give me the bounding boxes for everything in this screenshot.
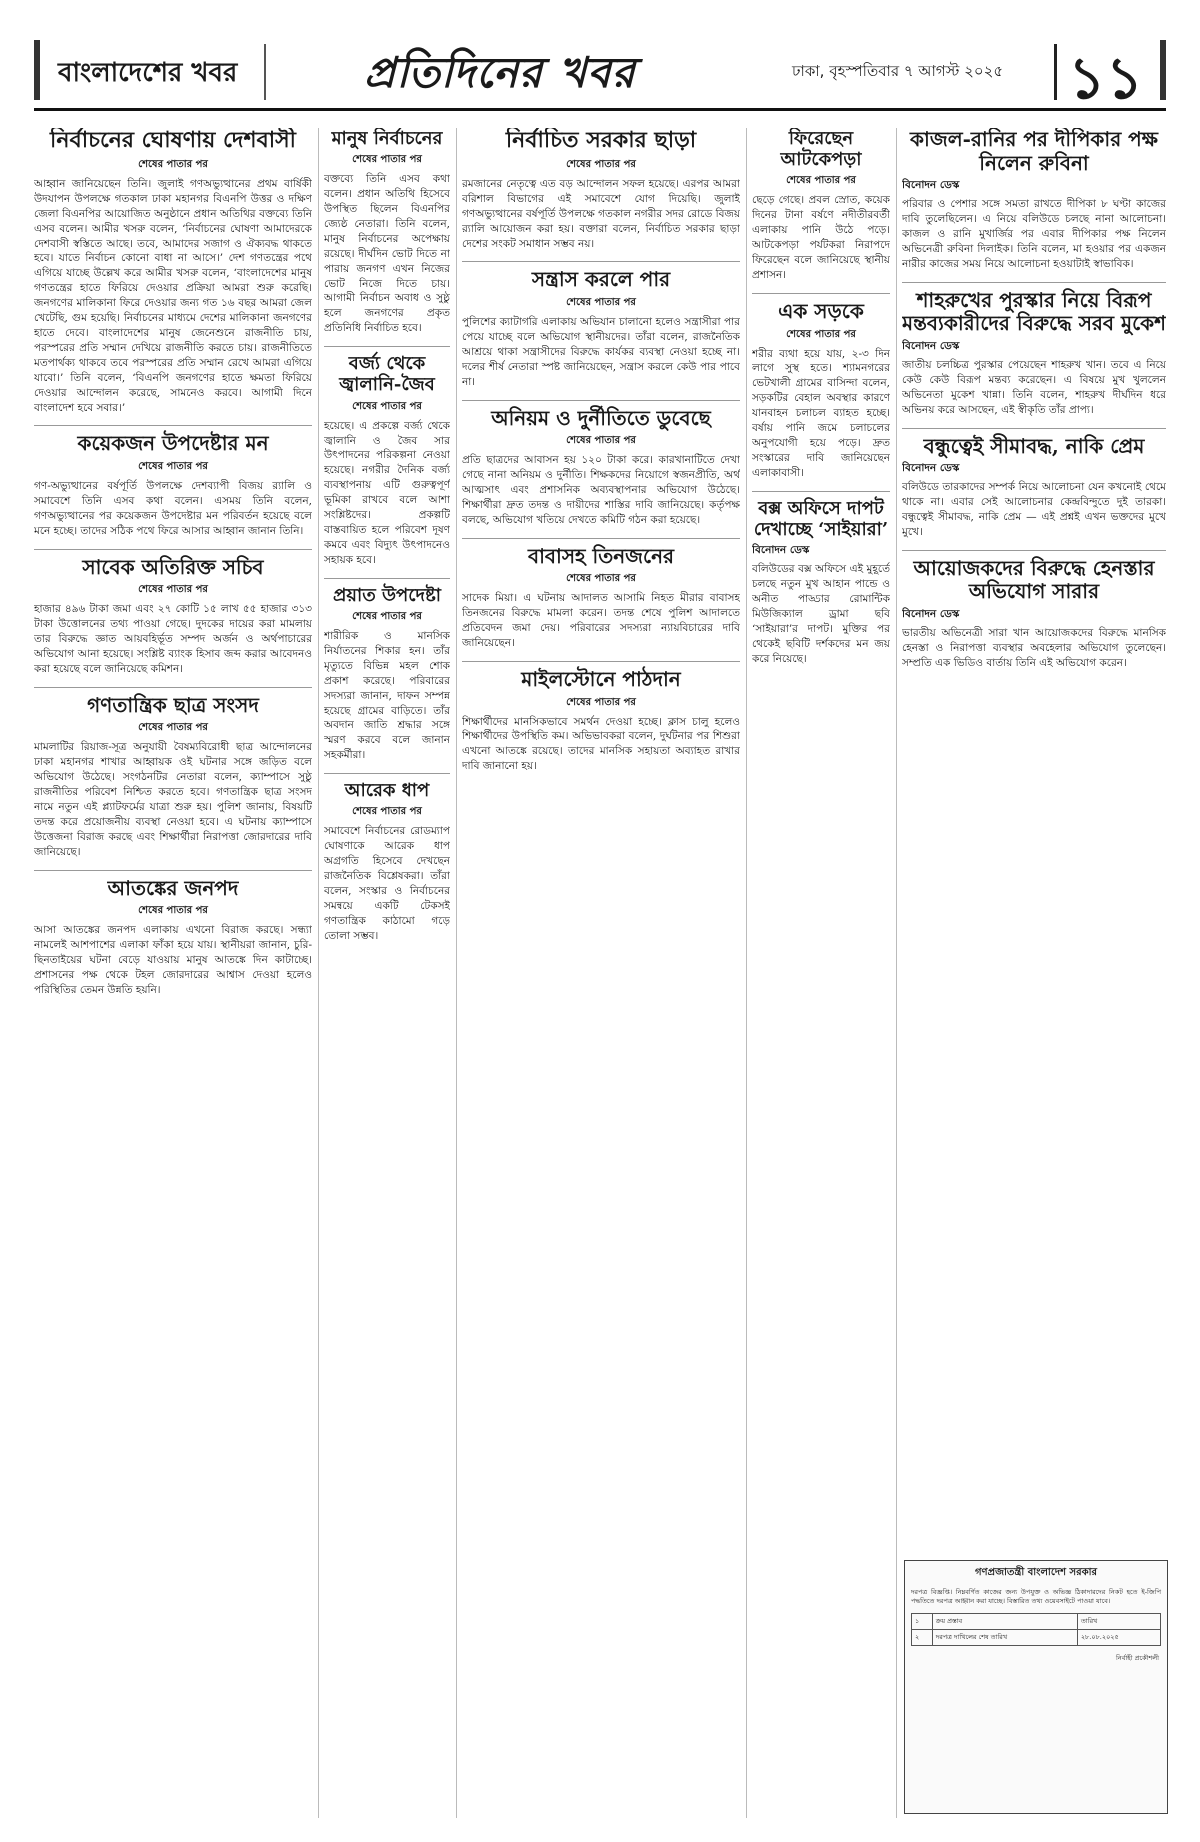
headline: কয়েকজন উপদেষ্টার মন	[77, 431, 269, 456]
headline: সাবেক অতিরিক্ত সচিব	[82, 554, 264, 579]
notice-title: গণপ্রজাতন্ত্রী বাংলাদেশ সরকার	[975, 1567, 1097, 1578]
continued-label: শেষের পাতার পর	[352, 400, 422, 412]
section-title: বাংলাদেশের খবর	[58, 58, 238, 88]
story-three-with-father	[462, 545, 740, 651]
headline: আয়োজকদের বিরুদ্ধে হেনস্তার অভিযোগ সারার	[913, 555, 1155, 604]
page-number: ১১	[1068, 44, 1144, 112]
dateline: বিনোদন ডেস্ক	[902, 339, 960, 352]
continued-label: শেষের পাতার পর	[138, 158, 208, 170]
notice-text: দরপত্র বিজ্ঞপ্তি। নিম্নবর্ণিত কাজের জন্য উপযুক্ত ও অভিজ্ঞ ঠিকাদারদের নিকট হতে ই-জিপি পদ্ধতিতে দরপত্র আহ্বান করা যাচ্ছে। বিস্তারিত তথ্য ওয়েবসাইটে পাওয়া যাবে।	[911, 1588, 1161, 1606]
masthead-left-bar	[34, 40, 40, 100]
column-divider	[746, 128, 747, 1818]
divider	[1054, 44, 1057, 100]
headline: নির্বাচিত সরকার ছাড়া	[505, 128, 697, 153]
story-body: শারীরিক ও মানসিক নির্যাতনের শিকার হন। তাঁর মৃত্যুতে বিভিন্ন মহল শোক প্রকাশ করেছে। পরিবারের সদস্যরা জানান, দাফন সম্পন্ন হয়েছে গ্রামের বাড়িতে। তাঁর অবদান জাতি শ্রদ্ধার সঙ্গে স্মরণ করবে বলে জানান সহকর্মীরা।	[324, 629, 450, 762]
story-one-road	[752, 300, 890, 481]
notice-table	[911, 1613, 1161, 1646]
story-body: ছেড়ে গেছে। প্রবল স্রোত, কয়েক দিনের টানা বর্ষণে নদীতীরবর্তী এলাকায় পানি উঠে পড়ে। আটকেপড়া পর্যটকরা নিরাপদে ফিরেছেন বলে জানিয়েছে স্থানীয় প্রশাসন।	[752, 194, 890, 281]
dateline: বিনোদন ডেস্ক	[902, 179, 960, 192]
continued-label: শেষের পাতার পর	[138, 584, 208, 596]
story-rubina	[902, 128, 1166, 272]
headline: ফিরেছেন আটকেপড়া	[780, 128, 862, 171]
headline: শাহরুখের পুরস্কার নিয়ে বিরূপ মন্তব্যকারীদের বিরুদ্ধে সরব মুকেশ	[902, 287, 1166, 336]
continued-label: শেষের পাতার পর	[138, 461, 208, 473]
headline: আতঙ্কের জনপদ	[107, 875, 239, 900]
headline: বন্ধুত্বেই সীমাবদ্ধ, নাকি প্রেম	[923, 433, 1145, 458]
story-body: শিক্ষার্থীদের মানসিকভাবে সমর্থন দেওয়া হচ্ছে। ক্লাস চালু হলেও শিক্ষার্থীদের উপস্থিতি কম। অভিভাবকরা বলেন, দুর্ঘটনার পর শিশুরা এখনো আতঙ্কে রয়েছে। তাদের মানসিক সহায়তা অব্যাহত রাখার দাবি জানানো হয়।	[462, 715, 740, 773]
continued-label: শেষের পাতার পর	[138, 722, 208, 734]
story-waste-fuel	[324, 353, 450, 568]
headline: এক সড়কে	[778, 298, 864, 323]
headline: গণতান্ত্রিক ছাত্র সংসদ	[87, 692, 259, 717]
column-4	[752, 128, 890, 1818]
story-corruption	[462, 407, 740, 528]
column-divider	[318, 128, 319, 1818]
story-body: পরিবার ও পেশার সঙ্গে সমতা রাখতে দীপিকা ৮ ঘণ্টা কাজের দাবি তুলেছিলেন। এ নিয়ে বলিউডে চলছে নানা আলোচনা। কাজল ও রানি মুখার্জির পর এবার দীপিকার পক্ষ নিলেন অভিনেত্রী রুবিনা দিলাইক। তিনি বলেন, মা হওয়ার পর একজন নারীর কাজের সময় নিয়ে আলোচনা হওয়াটাই স্বাভাবিক।	[902, 198, 1166, 270]
divider	[264, 44, 266, 100]
headline: কাজল-রানির পর দীপিকার পক্ষ নিলেন রুবিনা	[910, 128, 1158, 175]
headline: বর্জ্য থেকে জ্বালানি-জৈব	[339, 353, 435, 396]
story-former-secretary	[34, 556, 312, 677]
headline: সন্ত্রাস করলে পার	[531, 267, 671, 292]
story-saiyaara	[752, 498, 890, 667]
story-stranded-return	[752, 128, 890, 283]
story-body: রমজানের নেতৃত্বে এত বড় আন্দোলন সফল হয়েছে। এরপর আমরা বরিশাল বিভাগের এই সমাবেশে যোগ দিয়েছি। জুলাই গণঅভ্যুত্থানের বর্ষপূর্তি উপলক্ষে গতকাল নগরীর সদর রোডে বিজয় র‍্যালি আয়োজন করা হয়। বক্তারা বলেন, নির্বাচিত সরকার ছাড়া দেশের সংকট সমাধান সম্ভব নয়।	[462, 177, 740, 250]
story-body: জাতীয় চলচ্চিত্র পুরস্কার পেয়েছেন শাহরুখ খান। তবে এ নিয়ে কেউ কেউ বিরূপ মন্তব্য করেছেন। এ বিষয়ে মুখ খুললেন অভিনেতা মুকেশ খান্না। তিনি বলেন, শাহরুখ দীর্ঘদিন ধরে অভিনয় করে আসছেন, এই স্বীকৃতি তাঁর প্রাপ্য।	[902, 358, 1166, 416]
continued-label: শেষের পাতার পর	[352, 610, 422, 622]
column-5	[902, 128, 1166, 1548]
story-body: মামলাটির রিয়াজ-সূত্র অনুযায়ী বৈষম্যবিরোধী ছাত্র আন্দোলনের ঢাকা মহানগর শাখার আহ্বায়ক ওই ঘটনার সঙ্গে জড়িত বলে অভিযোগ উঠেছে। সংগঠনটির নেতারা বলেন, ক্যাম্পাসে সুষ্ঠু রাজনীতির পরিবেশ নিশ্চিত করতে হবে। গণতান্ত্রিক ছাত্র সংসদ নামে নতুন এই প্ল্যাটফর্মের যাত্রা শুরু হয়। পুলিশ জানায়, বিষয়টি তদন্ত করে প্রয়োজনীয় ব্যবস্থা নেওয়া হবে। এ ঘটনায় ক্যাম্পাসে উত্তেজনা বিরাজ করছে এবং শিক্ষার্থীরা নিরাপত্তা জোরদারের দাবি জানিয়েছে।	[34, 741, 312, 858]
story-body: হাজার ৪৯৬ টাকা জমা এবং ২৭ কোটি ১৫ লাখ ৫৫ হাজার ৩১৩ টাকা উত্তোলনের তথ্য পাওয়া গেছে। দুদকের দায়ের করা মামলায় তার বিরুদ্ধে জ্ঞাত আয়বহির্ভূত সম্পদ অর্জন ও অর্থপাচারের অভিযোগ আনা হয়েছে। সংশ্লিষ্ট ব্যাংক হিসাব জব্দ করার আবেদনও করা হয়েছে বলে জানিয়েছে কমিশন।	[34, 603, 312, 675]
story-body: সমাবেশে নির্বাচনের রোডম্যাপ ঘোষণাকে আরেক ধাপ অগ্রগতি হিসেবে দেখছেন রাজনৈতিক বিশ্লেষকরা। তাঁরা বলেন, সংস্কার ও নির্বাচনের সমন্বয়ে একটি টেকসই গণতান্ত্রিক কাঠামো গড়ে তোলা সম্ভব।	[324, 825, 450, 942]
headline: বক্স অফিসে দাপট দেখাচ্ছে ‘সাইয়ারা’	[753, 497, 889, 540]
continued-label: শেষের পাতার পর	[566, 696, 636, 708]
story-mukesh	[902, 289, 1166, 418]
table-row: ২ দরপত্র দাখিলের শেষ তারিখ ২৮.০৮.২০২৫	[912, 1629, 1161, 1645]
story-election-announcement	[34, 128, 312, 415]
story-body: গণ-অভ্যুত্থানের বর্ষপূর্তি উপলক্ষে দেশব্যাপী বিজয় র‍্যালি ও সমাবেশে তিনি এসব কথা বলেন। এসময় তিনি বলেন, গণঅভ্যুত্থানের পর কয়েকজন উপদেষ্টার মন পরিবর্তন হয়েছে বলে মনে হচ্ছে। তাদের সঠিক পথে ফিরে আসার আহ্বান জানান তিনি।	[34, 480, 312, 537]
story-body: বলিউডের বক্স অফিসে এই মুহূর্তে চলছে নতুন মুখ আহান পান্ডে ও অনীত পাড্ডার রোমান্টিক মিউজিক্যাল ড্রামা ছবি ‘সাইয়ারা’র দাপট। মুক্তির পর থেকেই ছবিটি দর্শকদের মন জয় করে নিয়েছে।	[752, 563, 890, 665]
dateline: বিনোদন ডেস্ক	[902, 607, 960, 620]
column-divider	[456, 128, 457, 1818]
newspaper-brand: প্রতিদিনের খবর	[364, 48, 636, 97]
continued-label: শেষের পাতার পর	[138, 905, 208, 917]
story-milestone-classes	[462, 668, 740, 774]
story-body: শরীর ব্যথা হয়ে যায়, ২-৩ দিন লাগে সুস্থ হতে। শ্যামনগরের ভেটখালী গ্রামের বাসিন্দা বলেন, সড়কটির বেহাল অবস্থার কারণে যানবাহন চলাচল ব্যাহত হচ্ছে। বর্ষায় পানি জমে চলাচলের অনুপযোগী হয়ে পড়ে। দ্রুত সংস্কারের দাবি জানিয়েছেন এলাকাবাসী।	[752, 347, 890, 479]
notice-signature: নির্বাহী প্রকৌশলী	[1115, 1653, 1159, 1662]
column-divider	[896, 128, 897, 1818]
story-body: আহ্বান জানিয়েছেন তিনি। জুলাই গণঅভ্যুত্থানের প্রথম বার্ষিকী উদযাপন উপলক্ষে গতকাল ঢাকা মহানগর বিএনপি উত্তর ও দক্ষিণ জেলা বিএনপির আয়োজিত অনুষ্ঠানে প্রধান অতিথির বক্তব্যে তিনি এসব বলেন। আমীর খসরু বলেন, ‘নির্বাচনের ঘোষণা আমাদেরকে দেশবাসী স্বস্তিতে আছে। তবে, আমাদের সজাগ ও ঐক্যবদ্ধ থাকতে হবে। যাতে নির্বাচন কোনো বাধা না আসে।’ দেশ গণতন্ত্রের পথে এগিয়ে যাচ্ছে উল্লেখ করে আমীর খসরু বলেন, ‘বাংলাদেশের মানুষ গণতন্ত্রের হাতে ফিরিয়ে দেওয়ার প্রক্রিয়া আমরা শুরু করেছি। জনগণের মালিকানা ফিরে দেওয়ার জন্য গত ১৬ বছর আমরা জেল খেটেছি, গুম হয়েছি। নির্বাচনের মাধ্যমে দেশের মালিকানা জনগণের হাতে দেবে। বাংলাদেশের মানুষ জেনেশুনে রাজনীতি চায়, পরস্পরের প্রতি সম্মান দেখিয়ে রাজনীতি করতে চায়। রাজনীতিতে মতপার্থক্য থাকবে তবে পরস্পরের প্রতি সম্মান রেখে আমরা এগিয়ে যাবো।’ তিনি বলেন, ‘বিএনপি জনগণের হাতে ক্ষমতা ফিরিয়ে দেওয়ার আন্দোলন করেছে, সামনেও করবে। আগামী দিনে বাংলাদেশ হবে সবার।’	[34, 177, 312, 414]
table-row: ১ ক্রয় প্রস্তাব তারিখ	[912, 1613, 1161, 1629]
continued-label: শেষের পাতার পর	[566, 573, 636, 585]
story-body: প্রতি ছাত্রদের আবাসন হয় ১২০ টাকা করে। কারখানাটিতে দেখা গেছে নানা অনিয়ম ও দুর্নীতি। শিক্ষকদের নিয়োগে স্বজনপ্রীতি, অর্থ আত্মসাৎ এবং প্রশাসনিক অব্যবস্থাপনার অভিযোগ উঠেছে। শিক্ষার্থীরা দ্রুত তদন্ত ও দায়ীদের শাস্তির দাবি জানিয়েছে। কর্তৃপক্ষ বলছে, অভিযোগ খতিয়ে দেখতে কমিটি গঠন করা হয়েছে।	[462, 454, 740, 526]
dateline: বিনোদন ডেস্ক	[752, 544, 810, 557]
government-notice-ad	[904, 1560, 1168, 1814]
story-student-union	[34, 694, 312, 860]
story-fear-locality	[34, 877, 312, 998]
issue-date: ঢাকা, বৃহস্পতিবার ৭ আগস্ট ২০২৫	[792, 62, 1004, 80]
story-sara-harassment	[902, 557, 1166, 671]
story-another-step	[324, 780, 450, 943]
headline: প্রয়াত উপদেষ্টা	[333, 584, 441, 606]
headline: নির্বাচনের ঘোষণায় দেশবাসী	[50, 128, 296, 153]
story-elected-government	[462, 128, 740, 251]
headline: অনিয়ম ও দুর্নীতিতে ডুবেছে	[491, 405, 711, 430]
headline: মাইলস্টোনে পাঠদান	[521, 666, 681, 691]
story-advisers	[34, 432, 312, 538]
continued-label: শেষের পাতার পর	[786, 175, 856, 187]
continued-label: শেষের পাতার পর	[352, 806, 422, 818]
dateline: বিনোদন ডেস্ক	[902, 462, 960, 475]
continued-label: শেষের পাতার পর	[566, 435, 636, 447]
column-2	[324, 128, 450, 1818]
story-body: ভারতীয় অভিনেত্রী সারা খান আয়োজকদের বিরুদ্ধে মানসিক হেনস্তা ও নিরাপত্তা ব্যবস্থার অবহেলার অভিযোগ তুলেছেন। সম্প্রতি এক ভিডিও বার্তায় তিনি এই অভিযোগ করেন।	[902, 626, 1166, 669]
story-body: বক্তব্যে তিনি এসব কথা বলেন। প্রধান অতিথি হিসেবে উপস্থিত ছিলেন বিএনপির জ্যেষ্ঠ নেতারা। তিনি বলেন, মানুষ নির্বাচনের অপেক্ষায় রয়েছে। দীর্ঘদিন ভোট দিতে না পারায় জনগণ এখন নিজের ভোট নিজে দিতে চায়। আগামী নির্বাচন অবাধ ও সুষ্ঠু হলে জনগণের প্রকৃত প্রতিনিধি নির্বাচিত হবে।	[324, 173, 450, 335]
headline: আরেক ধাপ	[344, 780, 430, 802]
headline: বাবাসহ তিনজনের	[527, 543, 675, 568]
headline: মানুষ নির্বাচনের	[331, 128, 443, 149]
column-3	[462, 128, 740, 1818]
story-body: সাদেক মিয়া। এ ঘটনায় আদালত আসামি নিহত মীরার বাবাসহ তিনজনের বিরুদ্ধে মামলা করেন। তদন্ত শেষে পুলিশ আদালতে প্রতিবেদন জমা দেয়। পরিবারের সদস্যরা ন্যায়বিচারের দাবি জানিয়েছেন।	[462, 592, 740, 650]
story-people-election	[324, 128, 450, 336]
continued-label: শেষের পাতার পর	[786, 328, 856, 340]
story-friendship-love	[902, 435, 1166, 540]
continued-label: শেষের পাতার পর	[352, 154, 422, 166]
continued-label: শেষের পাতার পর	[566, 158, 636, 170]
masthead	[34, 34, 1166, 111]
column-1	[34, 128, 312, 1818]
story-body: পুলিশের ক্যাটাগরি এলাকায় অভিযান চালানো হলেও সন্ত্রাসীরা পার পেয়ে যাচ্ছে বলে অভিযোগ স্থানীয়দের। তাঁরা বলেন, রাজনৈতিক আশ্রয়ে থাকা সন্ত্রাসীদের বিরুদ্ধে কার্যকর ব্যবস্থা নেওয়া হচ্ছে না। দলের শীর্ষ নেতারা স্পষ্ট জানিয়েছেন, সন্ত্রাস করলে কেউ পার পাবে না।	[462, 316, 740, 388]
continued-label: শেষের পাতার পর	[566, 297, 636, 309]
story-body: হয়েছে। এ প্রকল্পে বর্জ্য থেকে জ্বালানি ও জৈব সার উৎপাদনের পরিকল্পনা নেওয়া হয়েছে। নগরীর দৈনিক বর্জ্য ব্যবস্থাপনায় এটি গুরুত্বপূর্ণ ভূমিকা রাখবে বলে আশা সংশ্লিষ্টদের। প্রকল্পটি বাস্তবায়িত হলে পরিবেশ দূষণ কমবে এবং বিদ্যুৎ উৎপাদনেও সহায়ক হবে।	[324, 419, 450, 566]
story-body: আসা আতঙ্কের জনপদ এলাকায় এখনো বিরাজ করছে। সন্ধ্যা নামলেই আশপাশের এলাকা ফাঁকা হয়ে যায়। স্থানীয়রা জানান, চুরি-ছিনতাইয়ের ঘটনা বেড়ে যাওয়ায় মানুষ আতঙ্কে দিন কাটাচ্ছে। প্রশাসনের পক্ষ থেকে টহল জোরদারের আশ্বাস দেওয়া হলেও পরিস্থিতির তেমন উন্নতি হয়নি।	[34, 924, 312, 996]
story-body: বলিউডে তারকাদের সম্পর্ক নিয়ে আলোচনা যেন কখনোই থেমে থাকে না। এবার সেই আলোচনার কেন্দ্রবিন্দুতে দুই তারকা। বন্ধুত্বেই সীমাবদ্ধ, নাকি প্রেম — এই প্রশ্নই এখন ভক্তদের মুখে মুখে।	[902, 481, 1166, 538]
story-terror-impunity	[462, 268, 740, 389]
masthead-right-bar	[1160, 40, 1166, 100]
story-late-adviser	[324, 585, 450, 763]
